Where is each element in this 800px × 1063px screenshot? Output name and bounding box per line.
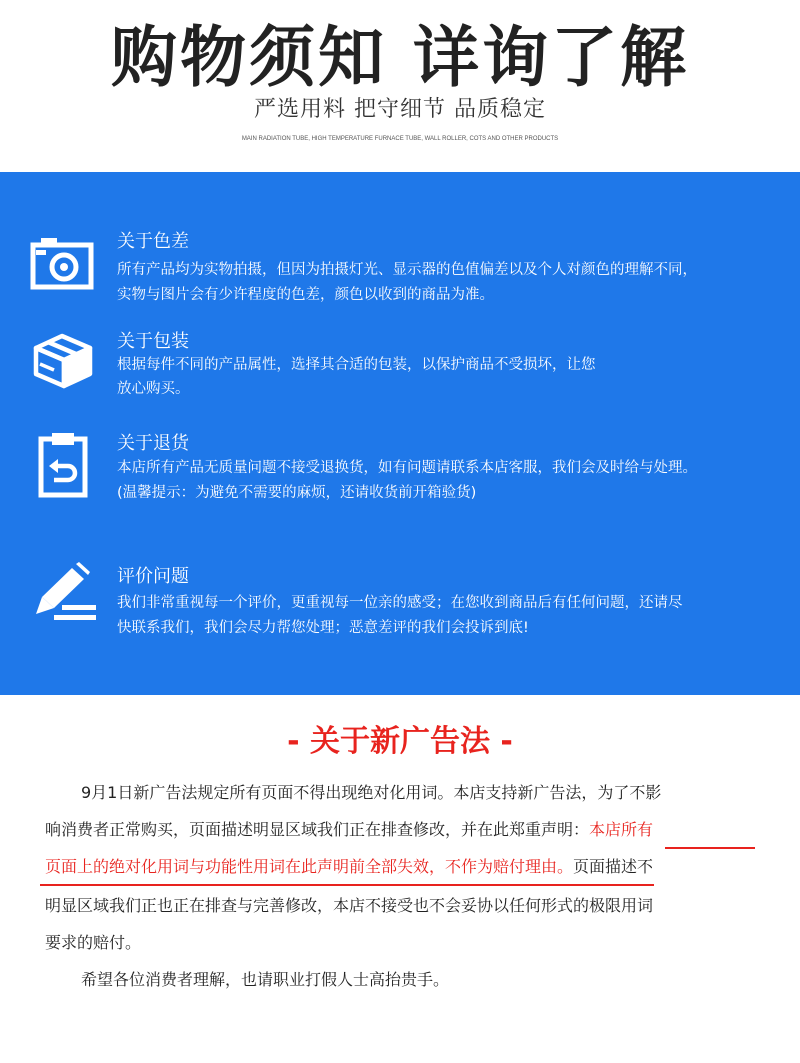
ad-law-text: 页面描述不 [573,857,654,876]
section-title: 关于退货 [117,433,189,454]
notice-panel [0,172,800,695]
clipboard-return-icon [36,430,90,504]
header [0,0,800,172]
ad-law-text: 响消费者正常购买，页面描述明显区域我们正在排查修改，并在此郑重声明： [45,820,590,839]
section-text: 所有产品均为实物拍摄，但因为拍摄灯光、显示器的色值偏差以及个人对颜色的理解不同， [117,262,697,278]
section-text: 我们非常重视每一个评价，更重视每一位亲的感受；在您收到商品后有任何问题，还请尽 [117,595,683,611]
section-title: 评价问题 [117,566,189,587]
ad-law-line: 明显区域我们正也正在排查与完善修改，本店不接受也不会妥协以任何形式的极限用词 [45,896,654,915]
ad-law-line [45,856,653,878]
tagline: MAIN RADIATION TUBE, HIGH TEMPERATURE FURNACE TUBE, WALL ROLLER, COTS AND OTHER PRODUCTS [241,136,559,142]
pencil-icon [32,562,98,628]
section-text: 快联系我们，我们会尽力帮您处理；恶意差评的我们会投诉到底! [117,620,529,636]
highlight-underline [665,847,755,849]
ad-law-section [0,695,800,1063]
ad-law-line: 要求的赔付。 [45,933,142,952]
section-text: 放心购买。 [117,381,190,397]
section-text: 根据每件不同的产品属性，选择其合适的包装，以保护商品不受损坏，让您 [117,357,596,373]
ad-law-line: 希望各位消费者理解，也请职业打假人士高抬贵手。 [81,970,450,989]
highlight-underline [40,884,654,886]
ad-law-line [45,819,653,841]
page-title: 购物须知 详询了解 [111,19,689,96]
section-text: 本店所有产品无质量问题不接受退换货，如有问题请联系本店客服，我们会及时给与处理。 [117,460,697,476]
page-subtitle: 严选用料 把守细节 品质稳定 [254,97,546,122]
section-title: 关于色差 [117,231,189,252]
ad-law-line: 9月1日新广告法规定所有页面不得出现绝对化用词。本店支持新广告法，为了不影 [81,783,662,802]
ad-law-highlight: 页面上的绝对化用词与功能性用词在此声明前全部失效，不作为赔付理由。 [45,857,574,876]
ad-law-highlight: 本店所有 [589,820,654,839]
ad-law-title: - 关于新广告法 - [287,724,513,759]
package-box-icon [30,324,96,394]
camera-icon [30,235,94,295]
section-title: 关于包装 [117,331,189,352]
section-text: 实物与图片会有少许程度的色差，颜色以收到的商品为准。 [117,287,494,303]
section-text: (温馨提示：为避免不需要的麻烦，还请收货前开箱验货) [117,485,477,501]
